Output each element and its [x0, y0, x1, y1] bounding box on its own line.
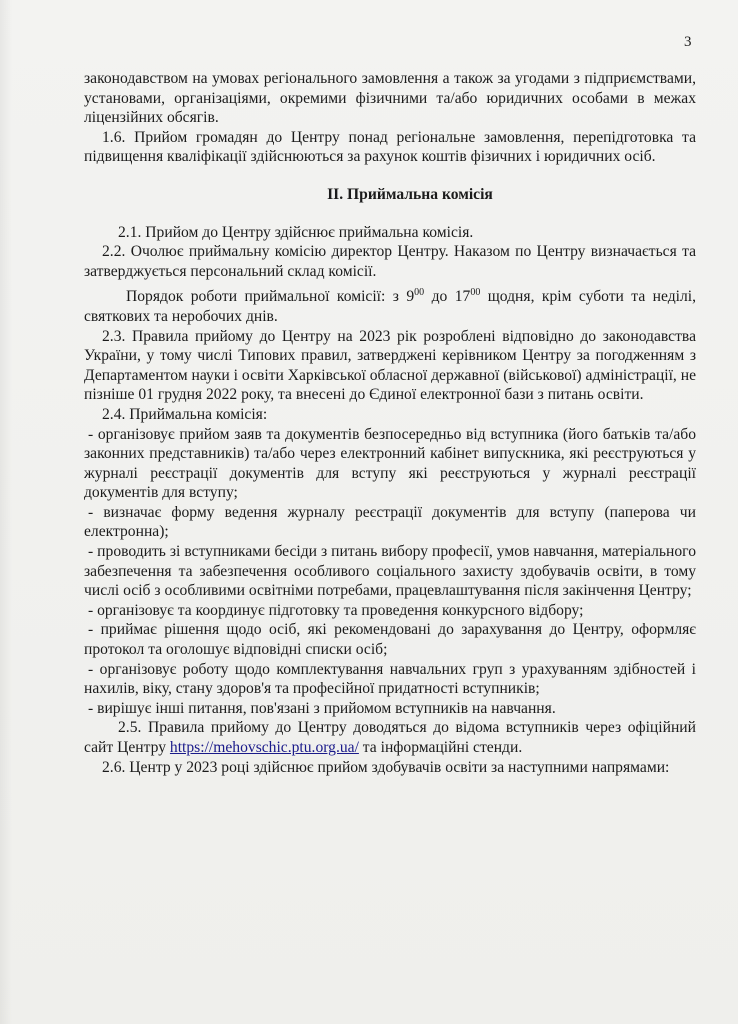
paragraph-2-5	[84, 718, 696, 757]
section-title: ІІ. Приймальна комісія	[327, 185, 493, 203]
paragraph-2-5-tail: та інформаційні стенди.	[358, 739, 523, 756]
paragraph-2-2: 2.2. Очолює приймальну комісію директор Центру. Наказом по Центру визначається та затверджується персональний склад комісії.	[84, 243, 696, 280]
list-item-duty-4: - організовує та координує підготовку та проведення конкурсного відбору;	[88, 601, 584, 619]
list-item-duty-5: - приймає рішення щодо осіб, які рекомендовані до зарахування до Центру, оформляє протокол та оголошує відповідні списки осіб;	[84, 621, 696, 659]
paragraph-1-6: 1.6. Прийом громадян до Центру понад регіональне замовлення, перепідготовка та підвищення кваліфікації здійснюються за рахунок коштів фізичних і юридичних осіб.	[84, 128, 696, 166]
paragraph-2-3: 2.3. Правила прийому до Центру на 2023 рік розроблені відповідно до законодавства України, у тому числі Типових правил, затверджені керівником Центру за погодженням з Департаментом науки і освіти Харківської обласної державної (військової) адміністрації, не пізніше 01 грудня 2022 року, та внесені до Єдиної електронної бази з питань освіти.	[84, 327, 696, 404]
website-link[interactable]: https://mehovschic.ptu.org.ua/	[169, 739, 359, 756]
paragraph-2-4: 2.4. Приймальна комісія:	[102, 405, 268, 423]
list-item-duty-1: - організовує прийом заяв та документів безпосередньо від вступника (його батьків та/або законних представників) та/або через електронний кабінет випускника, які реєструються у журналі реєстрації документів для вступу які реєструються у журналі реєстрації документів для вступу;	[84, 425, 696, 502]
paragraph-2-6: 2.6. Центр у 2023 році здійснює прийом здобувачів освіти за наступними напрямами:	[102, 758, 670, 776]
hours-sup-2: 00	[470, 287, 481, 299]
list-item-duty-2: - визначає форму ведення журналу реєстрації документів для вступу (паперова чи електронна);	[84, 503, 696, 541]
list-item-duty-6: - організовує роботу щодо комплектування навчальних груп з урахуванням здібностей і нахилів, віку, стану здоров'я та професійної придатності вступників;	[84, 660, 696, 698]
hours-sup-1: 00	[414, 287, 425, 299]
scan-edge-shadow	[0, 0, 12, 1024]
paragraph-2-1: 2.1. Прийом до Центру здійснює приймальна комісія.	[118, 223, 474, 241]
list-item-duty-7: - вирішує інші питання, пов'язані з прийомом вступників на навчання.	[88, 699, 556, 717]
list-item-duty-3: - проводить зі вступниками бесіди з питань вибору професії, умов навчання, матеріального забезпечення та забезпечення особливого соціального захисту здобувачів освіти, в тому числі осіб з особливими освітніми потребами, працевлаштування після закінчення Центру;	[84, 543, 696, 600]
hours-text-end: щодня, крім суботи та неділі, святкових та неробочих днів.	[84, 288, 697, 325]
hours-text-mid: до 17	[424, 288, 471, 306]
page-number: 3	[684, 34, 692, 50]
paragraph-working-hours	[84, 287, 696, 326]
paragraph-2-5-text: 2.5. Правила прийому до Центру доводяться до відома вступників через офіційний сайт Центру	[84, 719, 696, 756]
paragraph-1-0-continuation: законодавством на умовах регіонального замовлення а також за угодами з підприємствами, установами, організаціями, окремими фізичними та/або юридичних особами в межах ліцензійних обсягів.	[84, 70, 696, 127]
hours-text-start: Порядок роботи приймальної комісії: з 9	[126, 288, 415, 306]
document-body	[84, 69, 696, 777]
